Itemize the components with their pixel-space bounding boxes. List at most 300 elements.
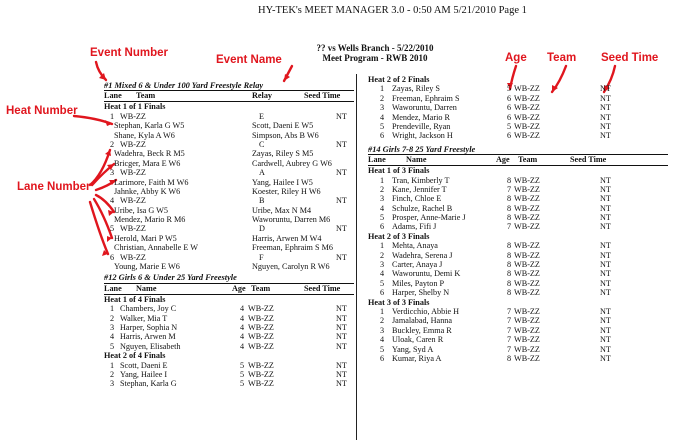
column-divider xyxy=(356,74,357,440)
age: 4 xyxy=(240,322,245,332)
annotation-age: Age xyxy=(505,52,527,64)
swimmer-name: Kumar, Riya A xyxy=(392,353,442,363)
swimmer-name: Harris, Arwen M xyxy=(120,332,176,342)
swimmer-name: Yang, Syd A xyxy=(392,344,434,354)
team: WB-ZZ xyxy=(514,335,540,345)
lane-number: 3 xyxy=(110,379,115,389)
swimmer: Zayas, Riley S M5 xyxy=(252,149,314,159)
event-title: #12 Girls 6 & Under 25 Yard Freestyle xyxy=(104,273,237,283)
team: WB-ZZ xyxy=(514,84,540,94)
swimmer-name: Wadehra, Serena J xyxy=(392,250,453,260)
seed-time: NT xyxy=(336,139,347,149)
col-seed-time: Seed Time xyxy=(570,155,607,165)
team: WB-ZZ xyxy=(514,306,540,316)
team: WB-ZZ xyxy=(120,224,146,234)
entry-row xyxy=(104,379,354,388)
team: WB-ZZ xyxy=(120,252,146,262)
seed-time: NT xyxy=(336,224,347,234)
entry-row xyxy=(368,194,668,203)
swimmer-name: Harper, Shelby N xyxy=(392,288,450,298)
swimmer-name: Schulze, Rachel B xyxy=(392,203,453,213)
entry-row xyxy=(368,84,668,93)
team: WB-ZZ xyxy=(248,322,274,332)
entry-row xyxy=(368,241,668,250)
relay-letter: E xyxy=(259,111,265,121)
entry-row xyxy=(104,370,354,379)
age: 8 xyxy=(507,353,512,363)
entry-row xyxy=(368,204,668,213)
col-seed-time: Seed Time xyxy=(304,91,341,101)
team: WB-ZZ xyxy=(514,278,540,288)
lane-number: 2 xyxy=(380,250,385,260)
seed-time: NT xyxy=(336,360,347,370)
swimmer: Simpson, Abs B W6 xyxy=(252,130,319,140)
lane-number: 4 xyxy=(110,196,115,206)
lane-number: 3 xyxy=(380,194,385,204)
seed-time: NT xyxy=(600,121,611,131)
entry-list xyxy=(104,361,354,389)
team: WB-ZZ xyxy=(514,269,540,279)
entry-row xyxy=(368,288,668,297)
swimmer-name: Jamalabad, Hanna xyxy=(392,316,453,326)
age: 7 xyxy=(507,344,512,354)
relay-swimmers xyxy=(104,131,354,140)
team: WB-ZZ xyxy=(514,112,540,122)
age: 8 xyxy=(507,250,512,260)
swimmer-name: Waworuntu, Darren xyxy=(392,103,457,113)
age: 7 xyxy=(507,306,512,316)
seed-time: NT xyxy=(600,175,611,185)
swimmer-name: Harper, Sophia N xyxy=(120,322,178,332)
swimmer-name: Finch, Chloe E xyxy=(392,194,442,204)
swimmer-name: Prosper, Anne-Marie J xyxy=(392,213,466,223)
entry-row xyxy=(368,251,668,260)
team: WB-ZZ xyxy=(514,121,540,131)
seed-time: NT xyxy=(336,111,347,121)
relay-row xyxy=(104,253,354,262)
entry-row xyxy=(104,314,354,323)
annotation-lane-number: Lane Number xyxy=(17,181,91,193)
lane-number: 2 xyxy=(380,93,385,103)
entry-row xyxy=(368,316,668,325)
swimmer: Uribe, Max N M4 xyxy=(252,205,312,215)
entry-row xyxy=(368,113,668,122)
swimmer: Young, Marie E W6 xyxy=(114,262,180,272)
age: 7 xyxy=(507,184,512,194)
lane-number: 4 xyxy=(380,335,385,345)
swimmer: Waworuntu, Darren M6 xyxy=(252,215,331,225)
right-column xyxy=(368,75,668,363)
swimmer: Nguyen, Carolyn R W6 xyxy=(252,262,330,272)
swimmer-name: Zayas, Riley S xyxy=(392,84,440,94)
age: 7 xyxy=(507,335,512,345)
swimmer-name: Yang, Hailee I xyxy=(120,369,168,379)
lane-number: 1 xyxy=(380,241,385,251)
seed-time: NT xyxy=(600,288,611,298)
age: 5 xyxy=(240,369,245,379)
entry-row xyxy=(104,323,354,332)
column-header xyxy=(368,154,668,166)
entry-row xyxy=(104,342,354,351)
lane-number: 1 xyxy=(380,175,385,185)
seed-time: NT xyxy=(600,278,611,288)
team: WB-ZZ xyxy=(120,168,146,178)
team: WB-ZZ xyxy=(514,344,540,354)
lane-number: 6 xyxy=(380,131,385,141)
swimmer: Christian, Annabelle E W xyxy=(114,243,198,253)
heat-header: Heat 1 of 4 Finals xyxy=(104,294,166,304)
entry-row xyxy=(368,279,668,288)
age: 8 xyxy=(507,175,512,185)
meet-name: ?? vs Wells Branch - 5/22/2010 xyxy=(316,43,434,53)
report-header: HY-TEK's MEET MANAGER 3.0 - 0:50 AM 5/21/2010 Page 1 xyxy=(258,5,527,16)
seed-time: NT xyxy=(600,306,611,316)
relay-swimmers xyxy=(104,234,354,243)
entry-row xyxy=(368,176,668,185)
swimmer: Bricger, Mara E W6 xyxy=(114,158,181,168)
relay-row xyxy=(104,168,354,177)
annotation-team: Team xyxy=(547,52,577,64)
relay-swimmers xyxy=(104,206,354,215)
age: 5 xyxy=(240,360,245,370)
swimmer-name: Tran, Kimberly T xyxy=(392,175,450,185)
swimmer-name: Nguyen, Elisabeth xyxy=(120,341,181,351)
lane-number: 3 xyxy=(380,103,385,113)
heat-header: Heat 2 of 2 Finals xyxy=(368,75,430,84)
meet-program: Meet Program - RWB 2010 xyxy=(322,53,428,63)
annotation-event-name: Event Name xyxy=(216,54,282,66)
relay-swimmers xyxy=(104,121,354,130)
lane-number: 4 xyxy=(380,203,385,213)
relay-letter: F xyxy=(259,252,264,262)
entry-row xyxy=(368,94,668,103)
relay-letter: A xyxy=(259,168,265,178)
team: WB-ZZ xyxy=(514,250,540,260)
seed-time: NT xyxy=(600,316,611,326)
seed-time: NT xyxy=(600,353,611,363)
swimmer: Larimore, Faith M W6 xyxy=(114,177,189,187)
swimmer: Freeman, Ephraim S M6 xyxy=(252,243,333,253)
lane-number: 1 xyxy=(110,360,115,370)
team: WB-ZZ xyxy=(514,316,540,326)
annotation-seed-time: Seed Time xyxy=(601,52,659,64)
age: 6 xyxy=(507,112,512,122)
entry-row xyxy=(368,213,668,222)
swimmer-name: Adams, Fifi J xyxy=(392,222,437,232)
swimmer-name: Mendez, Mario R xyxy=(392,112,450,122)
col-lane: Lane xyxy=(368,155,386,165)
seed-time: NT xyxy=(600,213,611,223)
team: WB-ZZ xyxy=(514,203,540,213)
relay-letter: C xyxy=(259,139,265,149)
age: 4 xyxy=(240,304,245,314)
relay-letter: D xyxy=(259,224,265,234)
lane-number: 3 xyxy=(380,325,385,335)
lane-number: 5 xyxy=(380,344,385,354)
swimmer: Scott, Daeni E W5 xyxy=(252,121,314,131)
entry-row xyxy=(368,307,668,316)
swimmer: Herold, Mari P W5 xyxy=(114,233,177,243)
team: WB-ZZ xyxy=(514,213,540,223)
col-name: Name xyxy=(136,283,157,293)
swimmer: Jahnke, Abby K W6 xyxy=(114,186,181,196)
heat-header: Heat 2 of 4 Finals xyxy=(104,351,166,361)
relay-lanes xyxy=(104,112,354,272)
swimmer-name: Buckley, Emma R xyxy=(392,325,452,335)
swimmer: Mendez, Mario R M6 xyxy=(114,215,186,225)
lane-number: 3 xyxy=(110,322,115,332)
team: WB-ZZ xyxy=(120,111,146,121)
age: 7 xyxy=(507,316,512,326)
relay-swimmers xyxy=(104,178,354,187)
swimmer-name: Miles, Payton P xyxy=(392,278,445,288)
swimmer: Yang, Hailee I W5 xyxy=(252,177,313,187)
team: WB-ZZ xyxy=(514,175,540,185)
seed-time: NT xyxy=(336,304,347,314)
lane-number: 3 xyxy=(110,168,115,178)
swimmer-name: Carter, Anaya J xyxy=(392,260,443,270)
annotation-heat-number: Heat Number xyxy=(6,105,78,117)
swimmer-name: Prendeville, Ryan xyxy=(392,121,451,131)
heat-header: Heat 1 of 1 Finals xyxy=(104,102,166,112)
age: 8 xyxy=(507,260,512,270)
entry-row xyxy=(368,103,668,112)
seed-time: NT xyxy=(600,335,611,345)
heat-header: Heat 2 of 3 Finals xyxy=(368,231,430,241)
swimmer-name: Verdicchio, Abbie H xyxy=(392,306,460,316)
seed-time: NT xyxy=(336,196,347,206)
swimmer-name: Uloak, Caren R xyxy=(392,335,444,345)
entry-row xyxy=(368,122,668,131)
seed-time: NT xyxy=(600,131,611,141)
seed-time: NT xyxy=(600,269,611,279)
seed-time: NT xyxy=(600,344,611,354)
entry-row xyxy=(104,304,354,313)
lane-number: 2 xyxy=(110,369,115,379)
seed-time: NT xyxy=(600,250,611,260)
age: 8 xyxy=(507,288,512,298)
entry-list xyxy=(368,241,668,297)
entry-row xyxy=(104,332,354,341)
team: WB-ZZ xyxy=(514,184,540,194)
age: 6 xyxy=(507,103,512,113)
relay-row xyxy=(104,112,354,121)
team: WB-ZZ xyxy=(120,139,146,149)
col-age: Age xyxy=(496,155,510,165)
age: 5 xyxy=(507,84,512,94)
team: WB-ZZ xyxy=(514,260,540,270)
swimmer-name: Stephan, Karla G xyxy=(120,379,177,389)
team: WB-ZZ xyxy=(248,313,274,323)
seed-time: NT xyxy=(600,260,611,270)
col-name: Name xyxy=(406,155,427,165)
seed-time: NT xyxy=(336,369,347,379)
relay-swimmers xyxy=(104,159,354,168)
entry-row xyxy=(368,185,668,194)
seed-time: NT xyxy=(336,313,347,323)
seed-time: NT xyxy=(600,84,611,94)
team: WB-ZZ xyxy=(248,341,274,351)
lane-number: 6 xyxy=(380,288,385,298)
age: 8 xyxy=(507,241,512,251)
swimmer-name: Freeman, Ephraim S xyxy=(392,93,460,103)
relay-swimmers xyxy=(104,149,354,158)
swimmer: Shane, Kyla A W6 xyxy=(114,130,175,140)
lane-number: 1 xyxy=(110,304,115,314)
entry-list xyxy=(368,84,668,140)
entry-row xyxy=(368,354,668,363)
entry-row xyxy=(368,326,668,335)
team: WB-ZZ xyxy=(514,103,540,113)
entry-list xyxy=(104,304,354,351)
column-header xyxy=(104,283,354,295)
seed-time: NT xyxy=(600,112,611,122)
col-age: Age xyxy=(232,283,246,293)
lane-number: 2 xyxy=(110,313,115,323)
seed-time: NT xyxy=(600,222,611,232)
lane-number: 2 xyxy=(110,139,115,149)
team: WB-ZZ xyxy=(248,379,274,389)
age: 5 xyxy=(240,379,245,389)
left-column xyxy=(104,81,354,389)
col-lane: Lane xyxy=(104,283,122,293)
col-relay: Relay xyxy=(252,91,273,101)
age: 8 xyxy=(507,213,512,223)
swimmer-name: Wright, Jackson H xyxy=(392,131,453,141)
relay-swimmers xyxy=(104,215,354,224)
lane-number: 3 xyxy=(380,260,385,270)
event-title: #1 Mixed 6 & Under 100 Yard Freestyle Relay xyxy=(104,81,264,90)
relay-letter: B xyxy=(259,196,265,206)
seed-time: NT xyxy=(336,252,347,262)
lane-number: 5 xyxy=(380,121,385,131)
swimmer-name: Kane, Jennifer T xyxy=(392,184,447,194)
lane-number: 5 xyxy=(380,213,385,223)
swimmer: Harris, Arwen M W4 xyxy=(252,233,322,243)
lane-number: 1 xyxy=(380,306,385,316)
age: 6 xyxy=(507,131,512,141)
team: WB-ZZ xyxy=(514,222,540,232)
age: 4 xyxy=(240,341,245,351)
age: 8 xyxy=(507,203,512,213)
lane-number: 6 xyxy=(110,252,115,262)
seed-time: NT xyxy=(600,93,611,103)
seed-time: NT xyxy=(600,325,611,335)
team: WB-ZZ xyxy=(248,332,274,342)
team: WB-ZZ xyxy=(248,369,274,379)
team: WB-ZZ xyxy=(514,288,540,298)
heat-header: Heat 3 of 3 Finals xyxy=(368,297,430,307)
lane-number: 5 xyxy=(110,341,115,351)
lane-number: 6 xyxy=(380,222,385,232)
entry-row xyxy=(368,269,668,278)
lane-number: 5 xyxy=(110,224,115,234)
seed-time: NT xyxy=(600,194,611,204)
lane-number: 1 xyxy=(110,111,115,121)
event-title: #14 Girls 7-8 25 Yard Freestyle xyxy=(368,144,476,154)
column-header xyxy=(104,90,354,102)
seed-time: NT xyxy=(336,322,347,332)
age: 5 xyxy=(507,121,512,131)
team: WB-ZZ xyxy=(514,131,540,141)
team: WB-ZZ xyxy=(514,325,540,335)
age: 8 xyxy=(507,269,512,279)
swimmer: Stephan, Karla G W5 xyxy=(114,121,185,131)
relay-swimmers xyxy=(104,243,354,252)
lane-number: 2 xyxy=(380,316,385,326)
team: WB-ZZ xyxy=(514,353,540,363)
entry-list xyxy=(368,176,668,232)
lane-number: 4 xyxy=(110,332,115,342)
col-lane: Lane xyxy=(104,91,122,101)
team: WB-ZZ xyxy=(514,93,540,103)
team: WB-ZZ xyxy=(120,196,146,206)
col-team: Team xyxy=(251,283,271,293)
lane-number: 4 xyxy=(380,112,385,122)
lane-number: 1 xyxy=(380,84,385,94)
entry-list xyxy=(368,307,668,363)
seed-time: NT xyxy=(336,332,347,342)
entry-row xyxy=(104,361,354,370)
seed-time: NT xyxy=(336,379,347,389)
entry-row xyxy=(368,345,668,354)
seed-time: NT xyxy=(600,184,611,194)
col-team: Team xyxy=(518,155,538,165)
relay-swimmers xyxy=(104,187,354,196)
swimmer: Uribe, Isa G W5 xyxy=(114,205,168,215)
relay-row xyxy=(104,224,354,233)
relay-row xyxy=(104,196,354,205)
seed-time: NT xyxy=(336,168,347,178)
col-seed-time: Seed Time xyxy=(304,283,341,293)
team: WB-ZZ xyxy=(514,241,540,251)
col-team: Team xyxy=(136,91,156,101)
swimmer-name: Waworuntu, Demi K xyxy=(392,269,461,279)
seed-time: NT xyxy=(600,241,611,251)
age: 6 xyxy=(507,93,512,103)
seed-time: NT xyxy=(600,203,611,213)
swimmer-name: Walker, Mia T xyxy=(120,313,168,323)
entry-row xyxy=(368,222,668,231)
age: 7 xyxy=(507,222,512,232)
relay-row xyxy=(104,140,354,149)
swimmer: Wadehra, Beck R M5 xyxy=(114,149,185,159)
swimmer-name: Chambers, Joy C xyxy=(120,304,177,314)
team: WB-ZZ xyxy=(514,194,540,204)
team: WB-ZZ xyxy=(248,304,274,314)
age: 8 xyxy=(507,278,512,288)
swimmer-name: Scott, Daeni E xyxy=(120,360,168,370)
heat-header: Heat 1 of 3 Finals xyxy=(368,166,430,176)
lane-number: 2 xyxy=(380,184,385,194)
entry-row xyxy=(368,131,668,140)
swimmer-name: Mehta, Anaya xyxy=(392,241,438,251)
age: 7 xyxy=(507,325,512,335)
seed-time: NT xyxy=(336,341,347,351)
lane-number: 5 xyxy=(380,278,385,288)
age: 8 xyxy=(507,194,512,204)
age: 4 xyxy=(240,332,245,342)
seed-time: NT xyxy=(600,103,611,113)
age: 4 xyxy=(240,313,245,323)
relay-swimmers xyxy=(104,262,354,271)
team: WB-ZZ xyxy=(248,360,274,370)
lane-number: 4 xyxy=(380,269,385,279)
swimmer: Koester, Riley H W6 xyxy=(252,186,321,196)
lane-number: 6 xyxy=(380,353,385,363)
annotation-event-number: Event Number xyxy=(90,47,168,59)
entry-row xyxy=(368,335,668,344)
